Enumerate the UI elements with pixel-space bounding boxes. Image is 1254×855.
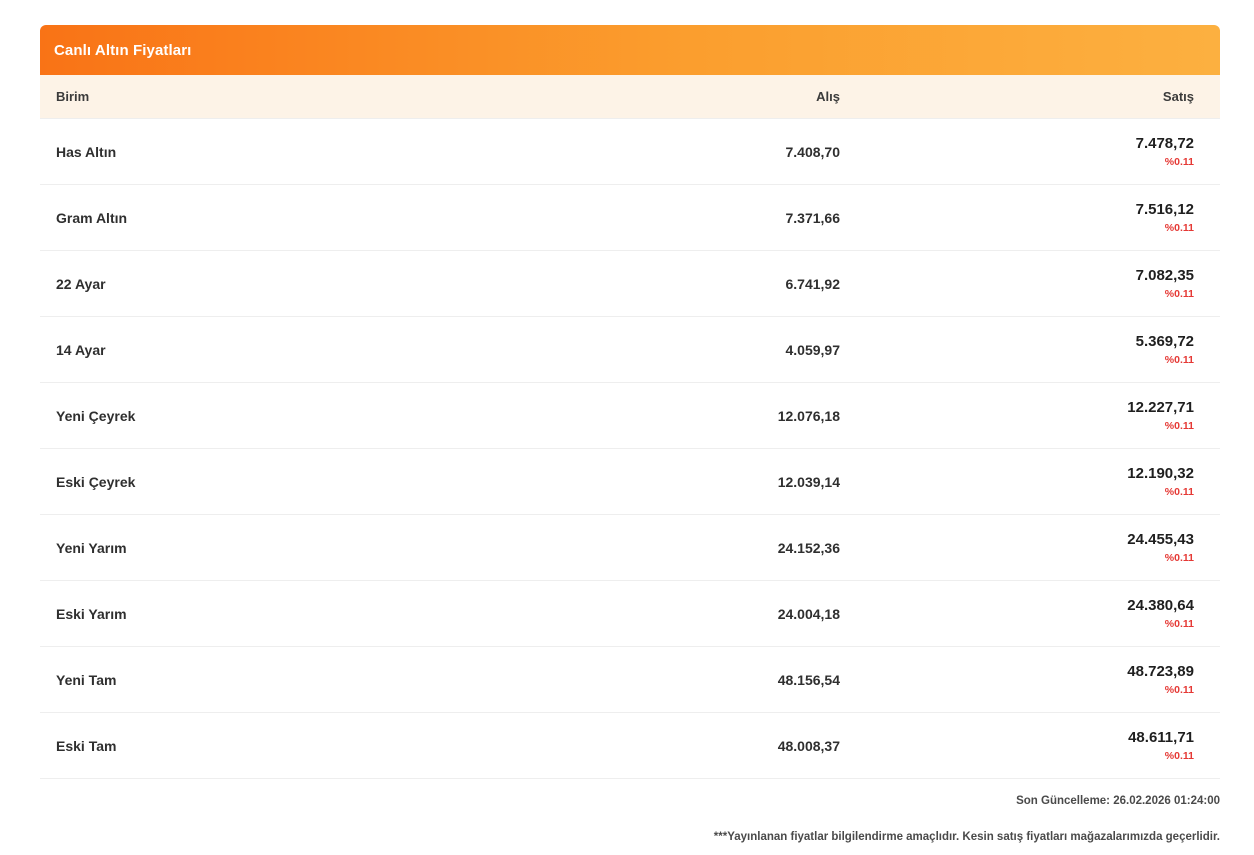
table-body [40, 119, 1220, 779]
disclaimer-text: ***Yayınlanan fiyatlar bilgilendirme amaçlıdır. Kesin satış fiyatları mağazalarımızda geçerlidir. [713, 831, 1220, 843]
gold-prices-table [40, 75, 1220, 779]
row-unit: 14 Ayar [56, 341, 106, 358]
row-change-badge: %0.11 [1164, 684, 1194, 697]
row-sell-cell [840, 713, 1220, 779]
table-row [40, 119, 1220, 185]
row-unit: Eski Yarım [56, 605, 127, 622]
row-sell-price: 7.516,12 [1135, 201, 1194, 219]
table-row [40, 383, 1220, 449]
gold-prices-card [40, 25, 1220, 779]
table-row [40, 581, 1220, 647]
row-sell-cell [840, 119, 1220, 185]
row-buy-price: 4.059,97 [785, 341, 840, 358]
table-row [40, 449, 1220, 515]
row-change-badge: %0.11 [1164, 552, 1194, 565]
row-unit: Yeni Tam [56, 671, 117, 688]
table-row [40, 647, 1220, 713]
row-change-badge: %0.11 [1164, 222, 1194, 235]
row-sell-cell [840, 317, 1220, 383]
page-title: Canlı Altın Fiyatları [54, 41, 192, 59]
table-row [40, 713, 1220, 779]
card-header [40, 25, 1220, 75]
row-sell-price: 24.455,43 [1127, 531, 1194, 549]
table-head [40, 75, 1220, 119]
row-change-badge: %0.11 [1164, 618, 1194, 631]
row-buy-price: 6.741,92 [785, 275, 840, 292]
row-change-badge: %0.11 [1164, 288, 1194, 301]
row-unit: 22 Ayar [56, 275, 106, 292]
table-row [40, 317, 1220, 383]
row-change-badge: %0.11 [1164, 486, 1194, 499]
row-change-badge: %0.11 [1164, 420, 1194, 433]
column-header-sell: Satış [840, 75, 1220, 119]
row-sell-price: 24.380,64 [1127, 597, 1194, 615]
row-sell-price: 12.227,71 [1127, 399, 1194, 417]
row-sell-cell [840, 185, 1220, 251]
row-buy-price: 7.408,70 [460, 119, 840, 185]
row-buy-price: 12.076,18 [777, 407, 840, 424]
row-unit: Has Altın [40, 119, 460, 185]
row-change-badge: %0.11 [1164, 156, 1194, 169]
footer [40, 795, 1220, 843]
row-sell-cell [840, 647, 1220, 713]
row-buy-price: 12.039,14 [777, 473, 840, 490]
row-sell-price: 48.723,89 [1127, 663, 1194, 681]
column-header-buy: Alış [460, 75, 840, 119]
table-row [40, 185, 1220, 251]
row-sell-cell [840, 383, 1220, 449]
table-row [40, 251, 1220, 317]
row-sell-cell [840, 581, 1220, 647]
row-buy-price: 48.156,54 [777, 671, 840, 688]
row-unit: Eski Çeyrek [56, 473, 136, 490]
row-sell-cell [840, 515, 1220, 581]
row-unit: Gram Altın [56, 209, 128, 226]
row-sell-price: 7.478,72 [1135, 135, 1194, 153]
row-unit: Yeni Yarım [56, 539, 127, 556]
row-sell-cell [840, 449, 1220, 515]
row-buy-price: 24.152,36 [777, 539, 840, 556]
row-buy-price: 24.004,18 [777, 605, 840, 622]
row-sell-cell [840, 251, 1220, 317]
row-buy-price: 48.008,37 [777, 737, 840, 754]
table-row [40, 515, 1220, 581]
row-sell-price: 5.369,72 [1135, 333, 1194, 351]
row-change-badge: %0.11 [1164, 354, 1194, 367]
row-sell-price: 12.190,32 [1127, 465, 1194, 483]
row-unit: Yeni Çeyrek [56, 407, 136, 424]
last-update-text: Son Güncelleme: 26.02.2026 01:24:00 [1016, 795, 1220, 807]
table-header-row [40, 75, 1220, 119]
row-sell-price: 7.082,35 [1135, 267, 1194, 285]
column-header-unit: Birim [40, 75, 460, 119]
row-change-badge: %0.11 [1164, 750, 1194, 763]
row-buy-price: 7.371,66 [785, 209, 840, 226]
row-unit: Eski Tam [56, 737, 117, 754]
row-sell-price: 48.611,71 [1128, 729, 1194, 747]
